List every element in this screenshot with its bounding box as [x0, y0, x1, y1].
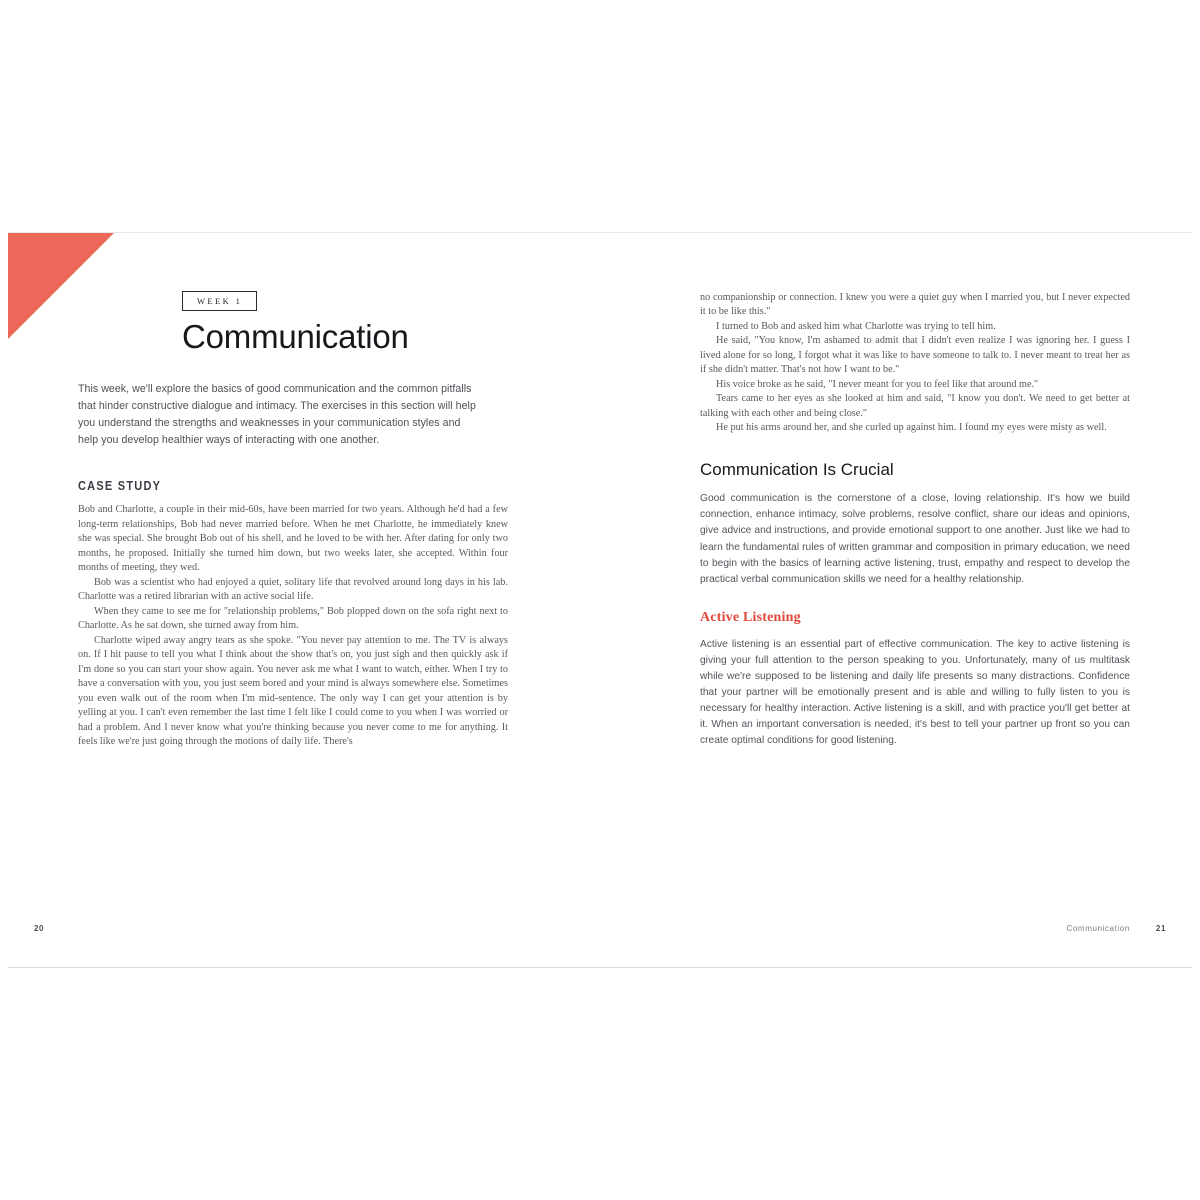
- page-number: 21: [1155, 924, 1166, 933]
- page-title: Communication: [182, 317, 409, 355]
- case-study-heading: CASE STUDY: [78, 479, 162, 494]
- right-page: [600, 233, 1192, 968]
- case-study-paragraph: Charlotte wiped away angry tears as she spoke. "You never pay attention to me. The TV is always on. If I hit pause to tell you what I think about the show that's on, you just sigh and then quickly ask if I'm done so you can start your show again. You never ask me what I want to watch, either. When I try to have a conversation with you, you just seem bored and your mind is always somewhere else. Sometimes you even walk out of the room when I'm mid-sentence. The only way I can get your attention is by yelling at you. I can't even remember the last time I felt like I could come to you when I was worried or had a problem. And I never know what you're thinking because you never come to me for anything. It feels like we're just going through the motions of daily life. There's: [78, 634, 508, 748]
- case-study-paragraph: Bob and Charlotte, a couple in their mid-60s, have been married for two years. Although he'd had a few long-term relationships, Bob had never married before. When he met Charlotte, he immediately knew she was special. She brought Bob out of his shell, and he loved to be with her. After dating for only two months, he proposed. Initially she turned him down, but two weeks later, she accepted. Within four months of meeting, they wed.: [78, 504, 508, 574]
- book-spread: [8, 232, 1192, 968]
- left-page-column: [78, 291, 508, 750]
- week-badge: WEEK 1: [182, 291, 257, 311]
- section-heading-communication-is-crucial: Communication Is Crucial: [700, 459, 894, 479]
- case-study-paragraph: I turned to Bob and asked him what Charlotte was trying to tell him.: [716, 320, 996, 332]
- case-study-paragraph: no companionship or connection. I knew you were a quiet guy when I married you, but I never expected it to be like this.": [700, 292, 1130, 318]
- case-study-paragraph: He said, "You know, I'm ashamed to admit that I didn't even realize I was ignoring her. I guess I lived alone for so long, I forgot what it was like to have someone to talk to. I never meant to treat her as if she didn't matter. That's not how I want to be.": [700, 335, 1130, 376]
- case-study-paragraph: He put his arms around her, and she curled up against him. I found my eyes were misty as well.: [716, 422, 1107, 434]
- right-page-column: [700, 291, 1130, 749]
- chapter-intro-paragraph: This week, we'll explore the basics of good communication and the common pitfalls that hinder constructive dialogue and intimacy. The exercises in this section will help you understand the strengths and weaknesses in your communication styles and help you develop healthier ways of interacting with one another.: [78, 382, 476, 447]
- subsection-heading-active-listening: Active Listening: [700, 609, 801, 625]
- case-study-paragraph: When they came to see me for "relationship problems," Bob plopped down on the sofa right next to Charlotte. As he sat down, she turned away from him.: [78, 605, 508, 632]
- case-study-paragraph: His voice broke as he said, "I never meant for you to feel like that around me.": [716, 378, 1039, 390]
- footer-chapter-label: Communication: [1066, 924, 1130, 933]
- left-page-footer: [34, 924, 44, 933]
- case-study-paragraph: Bob was a scientist who had enjoyed a quiet, solitary life that revolved around long days in his lab. Charlotte was a retired librarian with an active social life.: [78, 576, 508, 603]
- left-page: [8, 233, 600, 968]
- section-body-paragraph: Good communication is the cornerstone of a close, loving relationship. It's how we build connection, enhance intimacy, solve problems, resolve conflict, share our ideas and opinions, give advice and instructions, and provide emotional support to one another. Just like we had to learn the fundamental rules of written grammar and composition in primary education, we need to begin with the basics of learning active listening, trust, empathy and respect to develop the practical verbal communication skills we need for a healthy relationship.: [700, 493, 1130, 585]
- page-number: 20: [34, 924, 45, 933]
- case-study-paragraph: Tears came to her eyes as she looked at him and said, "I know you don't. We need to get better at talking with each other and being close.": [700, 393, 1130, 419]
- right-page-footer: [1067, 924, 1167, 933]
- subsection-body-paragraph: Active listening is an essential part of effective communication. The key to active listening is giving your full attention to the person speaking to you. Unfortunately, many of us multitask while we're supposed to be listening and daily life presents so many distractions. Confidence that your partner will be emotionally present and is able and willing to fully listen to you is necessary for healthy interaction. Active listening is a skill, and with practice you'll get better at it. When an important conversation is needed, it's best to tell your partner up front so you can create optimal conditions for good listening.: [700, 638, 1130, 747]
